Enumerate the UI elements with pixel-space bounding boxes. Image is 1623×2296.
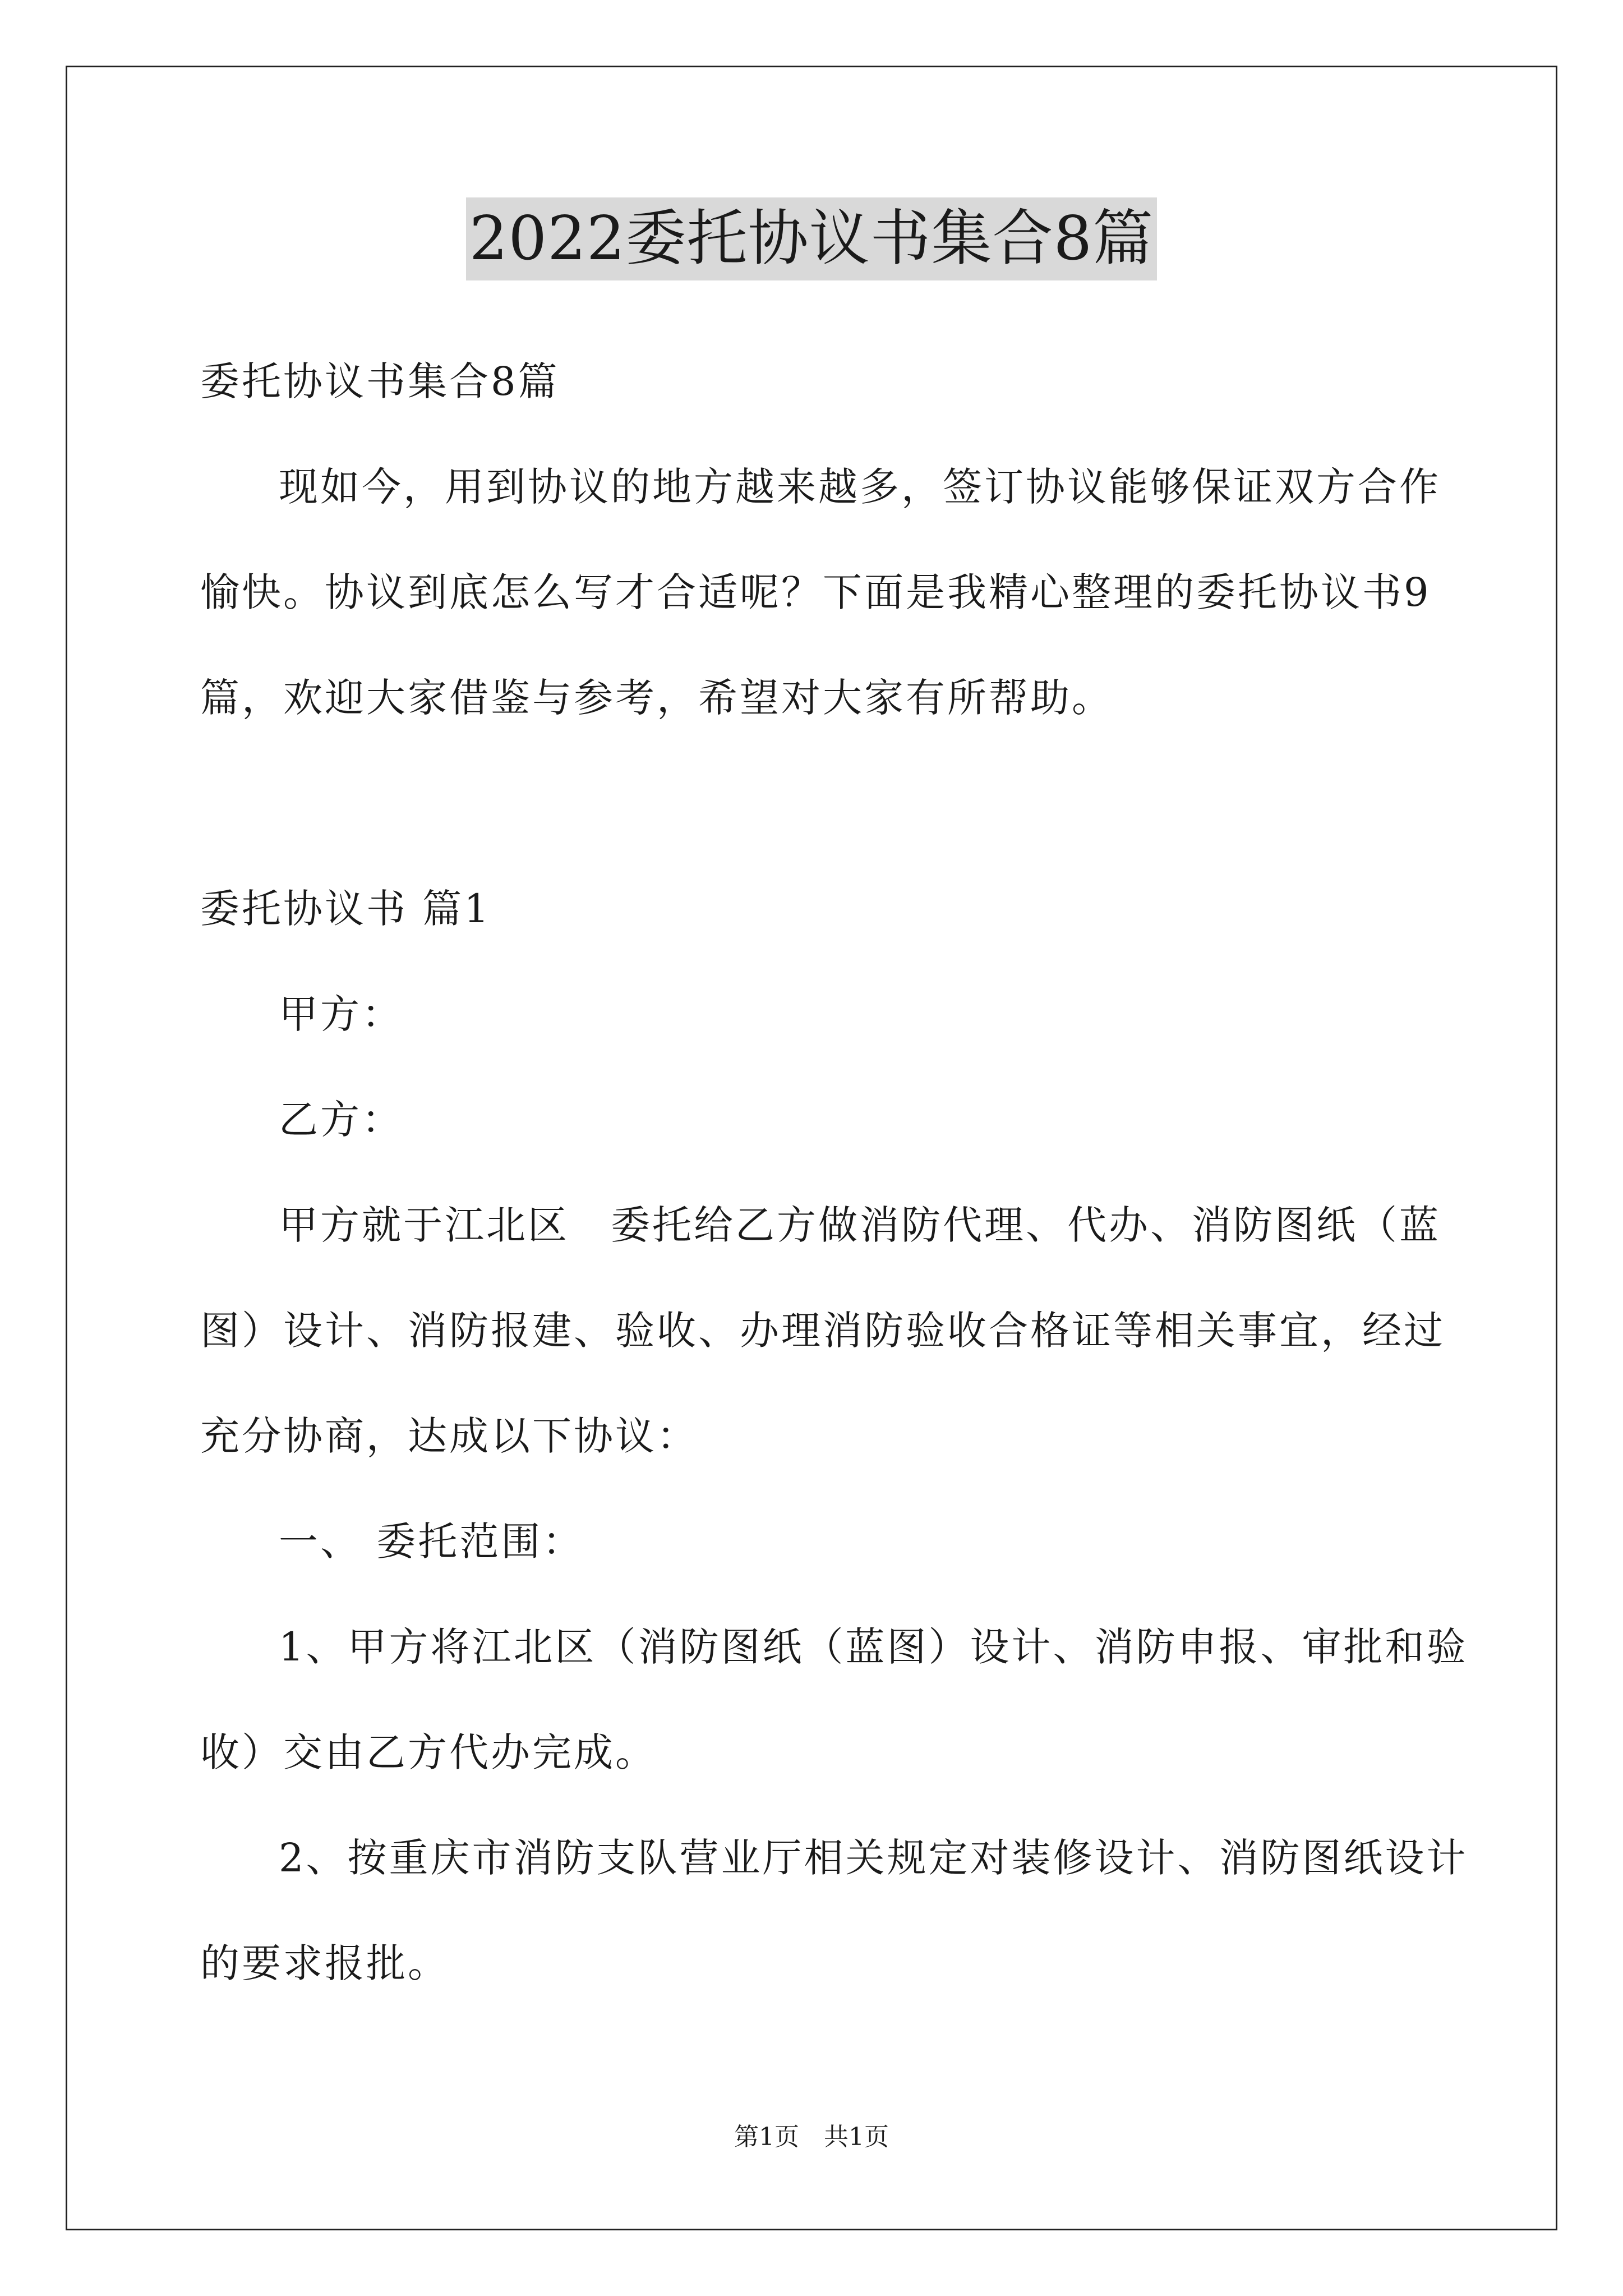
clause-heading: 一、 委托范围：: [279, 1519, 584, 1565]
paragraph-line: 图）设计、消防报建、验收、办理消防验收合格证等相关事宜，经过: [200, 1308, 1445, 1354]
title-container: [0, 197, 1623, 280]
paragraph-line: 现如今，用到协议的地方越来越多，签订协议能够保证双方合作: [279, 464, 1441, 510]
page-footer: 第1页 共1页: [734, 2123, 889, 2151]
paragraph-line: 1、甲方将江北区（消防图纸（蓝图）设计、消防申报、审批和验: [279, 1624, 1468, 1670]
party-a-label: 甲方：: [279, 991, 403, 1037]
paragraph-line: 愉快。协议到底怎么写才合适呢？下面是我精心整理的委托协议书9: [200, 569, 1431, 615]
subtitle: 委托协议书集合8篇: [200, 358, 560, 404]
paragraph-line: 2、按重庆市消防支队营业厅相关规定对装修设计、消防图纸设计: [279, 1835, 1468, 1881]
paragraph-line: 收）交由乙方代办完成。: [200, 1729, 657, 1775]
paragraph-line: 甲方就于江北区 委托给乙方做消防代理、代办、消防图纸（蓝: [279, 1202, 1441, 1248]
paragraph-line: 充分协商，达成以下协议：: [200, 1413, 698, 1459]
section-heading: 委托协议书 篇1: [200, 886, 491, 932]
paragraph-line: 的要求报批。: [200, 1940, 449, 1986]
document-title: 2022委托协议书集合8篇: [466, 197, 1158, 280]
party-b-label: 乙方：: [279, 1097, 403, 1143]
paragraph-line: 篇，欢迎大家借鉴与参考，希望对大家有所帮助。: [200, 675, 1113, 721]
